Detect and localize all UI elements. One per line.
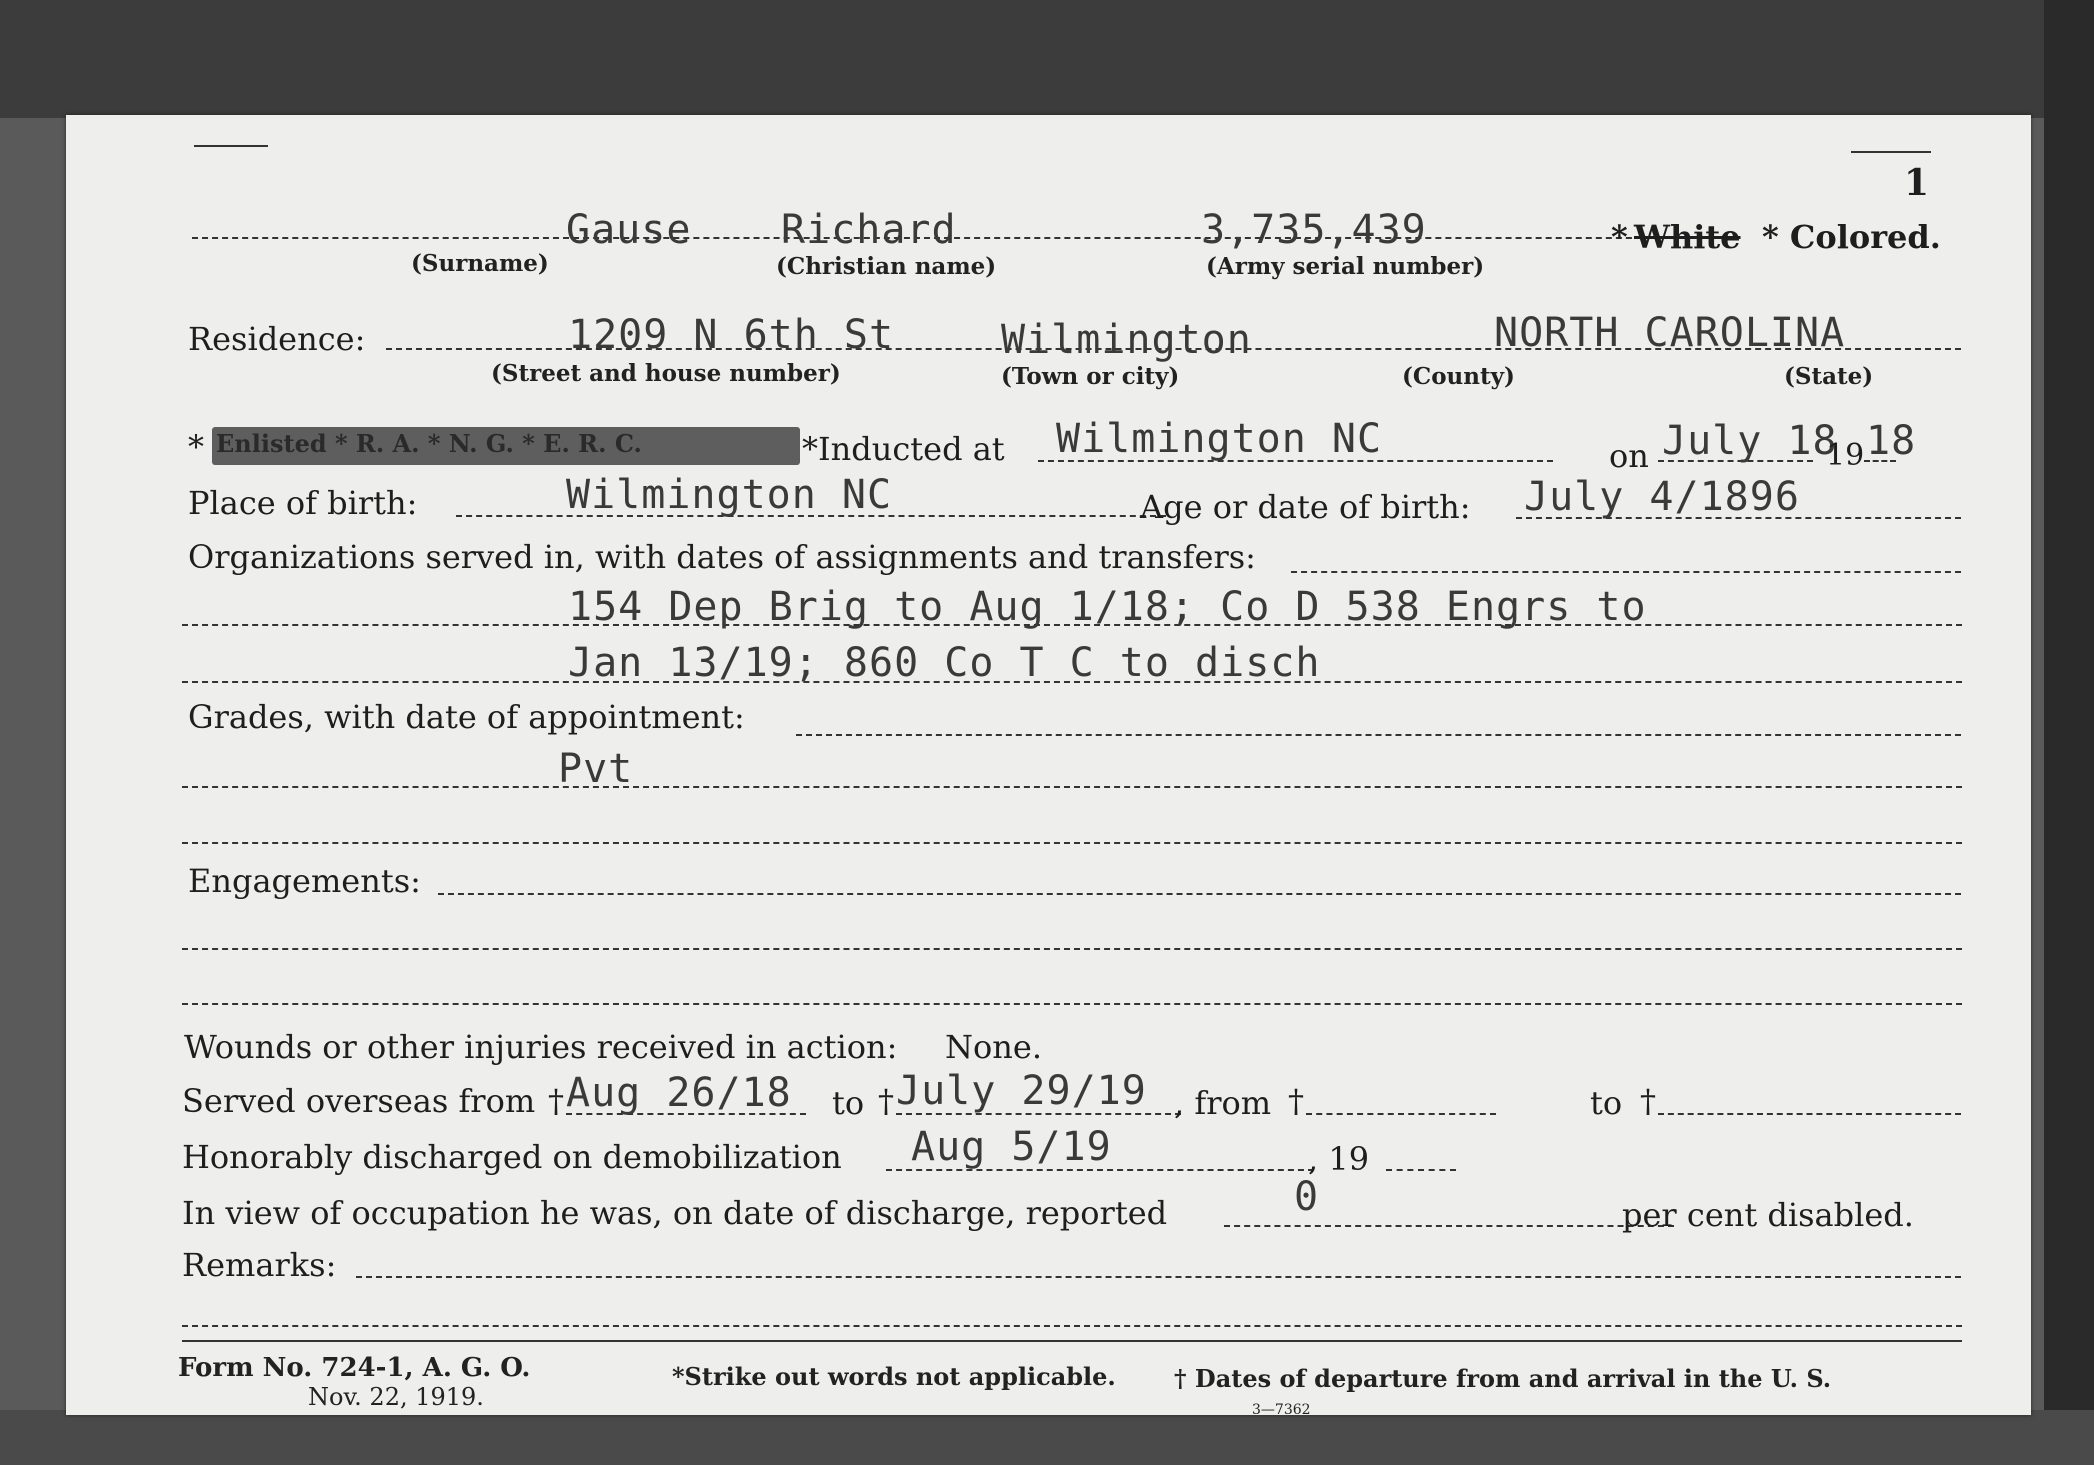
street-caption: (Street and house number) — [491, 360, 841, 387]
birth-date-value: July 4/1896 — [1524, 474, 1800, 520]
grades-label: Grades, with date of appointment: — [188, 698, 745, 736]
overseas-to-label-2: to — [1590, 1084, 1623, 1122]
disability-label: In view of occupation he was, on date of discharge, reported — [182, 1194, 1168, 1232]
induction-place-value: Wilmington NC — [1056, 416, 1383, 462]
induction-year-line — [1864, 460, 1896, 462]
wounds-label: Wounds or other injuries received in action: — [184, 1028, 898, 1066]
induction-year-prefix: 19 — [1826, 438, 1865, 473]
town-caption: (Town or city) — [1001, 363, 1180, 390]
scan-background-bottom — [0, 1410, 2094, 1465]
christian-name-caption: (Christian name) — [776, 253, 997, 280]
overseas-to-value: July 29/19 — [896, 1068, 1147, 1114]
remarks-line-1 — [182, 1325, 1962, 1327]
grades-value: Pvt — [558, 746, 634, 792]
grades-line-1 — [182, 786, 1962, 788]
remarks-label: Remarks: — [182, 1246, 337, 1284]
overseas-from-value: Aug 26/18 — [566, 1070, 792, 1116]
disability-value: 0 — [1294, 1174, 1320, 1220]
white-label: White — [1634, 218, 1741, 256]
engagements-label: Engagements: — [188, 862, 421, 900]
serial-number-caption: (Army serial number) — [1206, 253, 1485, 280]
engagements-line-0 — [438, 893, 1961, 895]
enlisted-star: * — [188, 428, 204, 466]
overseas-dagger-3: † — [1288, 1082, 1304, 1120]
residence-town-value: Wilmington — [1001, 317, 1252, 363]
footer-rule — [182, 1340, 1962, 1342]
birth-date-label: Age or date of birth: — [1140, 488, 1471, 526]
colored-label: * Colored. — [1762, 218, 1941, 256]
induction-year-value: 18 — [1866, 418, 1917, 464]
scan-background-top — [0, 0, 2094, 118]
residence-label: Residence: — [188, 320, 366, 358]
grades-line-2 — [182, 842, 1962, 844]
footnote-dates: † Dates of departure from and arrival in the U. S. — [1174, 1364, 1832, 1393]
inducted-label: *Inducted at — [802, 430, 1005, 468]
birth-place-value: Wilmington NC — [566, 472, 893, 518]
overseas-to-label: to — [832, 1084, 865, 1122]
discharge-date-value: Aug 5/19 — [911, 1124, 1112, 1170]
print-code: 3—7362 — [1252, 1402, 1311, 1418]
induction-date-value: July 18 — [1662, 418, 1838, 464]
residence-state-value: NORTH CAROLINA — [1494, 310, 1846, 356]
struck-out-enlisted-text: Enlisted * R. A. * N. G. * E. R. C. — [216, 429, 642, 458]
organizations-line-0 — [1291, 571, 1961, 573]
overseas-dagger-4: † — [1640, 1082, 1656, 1120]
form-number: Form No. 724-1, A. G. O. — [178, 1353, 531, 1383]
scan-background-right — [2044, 0, 2094, 1465]
disability-line — [1224, 1225, 1674, 1227]
service-record-card — [66, 115, 2031, 1418]
corner-rule-left — [194, 145, 268, 147]
christian-name-value: Richard — [781, 207, 957, 253]
grades-line-0 — [796, 734, 1961, 736]
corner-rule-right — [1851, 151, 1931, 153]
wounds-value: None. — [945, 1028, 1042, 1066]
engagements-line-1 — [182, 948, 1962, 950]
surname-value: Gause — [566, 207, 692, 253]
discharge-year-line — [1386, 1169, 1456, 1171]
organizations-label: Organizations served in, with dates of assignments and transfers: — [188, 538, 1256, 576]
discharge-year-suffix: , 19 — [1308, 1140, 1370, 1178]
form-date: Nov. 22, 1919. — [308, 1383, 484, 1411]
remarks-line-0 — [356, 1276, 1961, 1278]
white-star: * — [1611, 218, 1628, 256]
birth-place-label: Place of birth: — [188, 484, 418, 522]
serial-number-value: 3,735,439 — [1201, 207, 1427, 253]
discharge-label: Honorably discharged on demobilization — [182, 1138, 842, 1176]
footnote-strike-out: *Strike out words not applicable. — [672, 1362, 1116, 1391]
state-caption: (State) — [1784, 363, 1874, 390]
card-number: 1 — [1904, 162, 1930, 204]
surname-caption: (Surname) — [411, 250, 549, 277]
residence-street-value: 1209 N 6th St — [568, 312, 895, 358]
engagements-line-2 — [182, 1003, 1962, 1005]
induction-on-label: on — [1609, 437, 1649, 475]
disability-suffix: per cent disabled. — [1622, 1196, 1914, 1234]
overseas-to-line-2 — [1658, 1113, 1961, 1115]
overseas-dagger-1: † — [548, 1082, 564, 1120]
overseas-label: Served overseas from — [182, 1082, 536, 1120]
county-caption: (County) — [1402, 363, 1515, 390]
overseas-from-line-2 — [1306, 1113, 1496, 1115]
overseas-from-label-2: , from — [1174, 1084, 1272, 1122]
organizations-value-line1: 154 Dep Brig to Aug 1/18; Co D 538 Engrs to — [568, 584, 1647, 630]
overseas-dagger-2: † — [878, 1082, 894, 1120]
organizations-value-line2: Jan 13/19; 860 Co T C to disch — [568, 640, 1321, 686]
